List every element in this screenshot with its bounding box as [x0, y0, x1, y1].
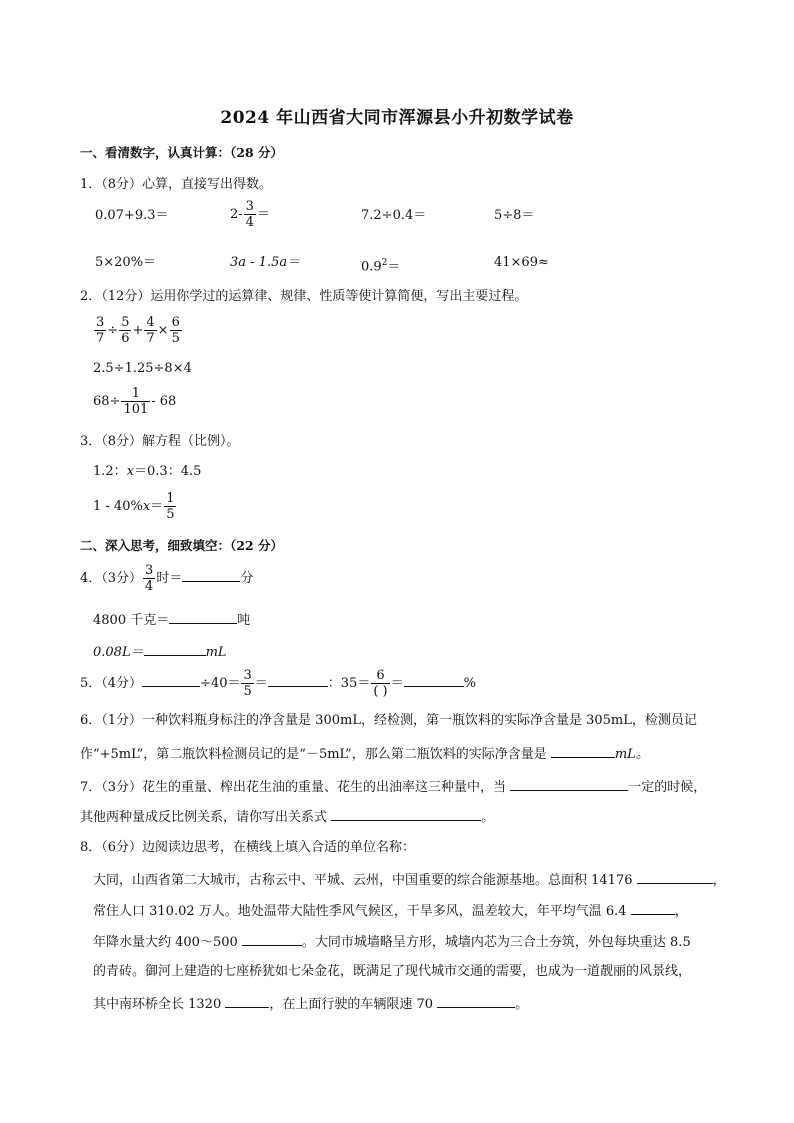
answer-blank[interactable] — [510, 776, 628, 791]
q1-item-h: 41×69≈ — [494, 255, 549, 270]
q3-equation-2: 1 - 40%x＝ $\frac{1}{5}$ — [93, 491, 175, 522]
q1-item-g: $0.9^2=$ — [361, 258, 401, 275]
q4-line-2: 4800 千克＝ 吨 — [93, 609, 250, 631]
q6-line-1: 6．（1分）一种饮料瓶身标注的净含量是 300mL，经检测，第一瓶饮料的实际净含量是 305mL，检测员记 — [80, 713, 697, 728]
answer-blank[interactable] — [331, 806, 481, 821]
q1-item-b: 2- $\frac{3}{4}$ ＝ — [230, 199, 270, 230]
q5-line: 5．（4分） ÷40＝ $\frac{3}{5}$ ＝ ：35＝ $\frac{6}{( )}$ ＝ % — [80, 668, 476, 699]
q3-equation-1: 1.2：x＝0.3：4.5 — [93, 464, 202, 479]
q1-item-d: 5÷8＝ — [494, 208, 535, 223]
q1-item-e: 5×20%＝ — [95, 255, 157, 270]
q8-line-4: 的青砖。御河上建造的七座桥犹如七朵金花，既满足了现代城市交通的需要，也成为一道靓丽的风景线， — [93, 964, 692, 979]
exam-title: 2024 年山西省大同市浑源县小升初数学试卷 — [220, 108, 574, 128]
fraction: $\frac{3}{4}$ — [245, 199, 254, 230]
q1-item-a: 0.07+9.3＝ — [95, 208, 169, 223]
answer-blank[interactable] — [225, 993, 269, 1008]
answer-blank[interactable] — [437, 993, 515, 1008]
q8-line-2: 常住人口 310.02 万人。地处温带大陆性季风气候区，干旱多风，温差较大，年平均气温 6.4 ， — [93, 900, 688, 922]
answer-blank[interactable] — [637, 869, 713, 884]
q8-stem: 8．（6分）边阅读边思考，在横线上填入合适的单位名称： — [80, 840, 416, 855]
q1-item-c: 7.2÷0.4＝ — [361, 208, 427, 223]
answer-blank[interactable] — [404, 672, 464, 687]
q8-line-3: 年降水量大约 400～500 。大同市城墙略呈方形，城墙内芯为三合土夯筑，外包每块重达 8.5 — [93, 931, 691, 953]
answer-blank[interactable] — [169, 609, 237, 624]
q6-line-2: 作“+5mL”，第二瓶饮料检测员记的是“－5mL”，那么第二瓶饮料的实际净含量是 mL。 — [80, 743, 649, 765]
q1-stem: 1．（8分）心算，直接写出得数。 — [80, 177, 273, 192]
answer-blank[interactable] — [182, 567, 240, 582]
q7-line-1: 7．（3分）花生的重量、榨出花生油的重量、花生的出油率这三种量中，当 一定的时候， — [80, 776, 706, 798]
answer-blank[interactable] — [631, 900, 675, 915]
q2-expression-3: 68÷ $\frac{1}{101}$ - 68 — [93, 386, 177, 417]
answer-blank[interactable] — [142, 672, 200, 687]
q4-line-3: 0.08L＝ mL — [93, 641, 227, 663]
answer-blank[interactable] — [551, 743, 615, 758]
section-1-heading: 一、看清数字，认真计算：（28 分） — [80, 145, 283, 160]
q1-item-f: 3a - 1.5a＝ — [230, 255, 301, 270]
q2-expression-2: 2.5÷1.25÷8×4 — [93, 361, 192, 376]
q8-line-5: 其中南环桥全长 1320 ，在上面行驶的车辆限速 70 。 — [93, 993, 528, 1015]
answer-blank[interactable] — [242, 931, 302, 946]
q8-line-1: 大同，山西省第二大城市，古称云中、平城、云州，中国重要的综合能源基地。总面积 14176 ， — [93, 869, 726, 891]
q4-line-1: 4．（3分） $\frac{3}{4}$ 时＝ 分 — [80, 563, 254, 594]
q3-stem: 3．（8分）解方程（比例）。 — [80, 434, 240, 449]
q2-expression-1: $\frac{3}{7}$ ÷ $\frac{5}{6}$ + $\frac{4}{7}$ × $\frac{6}{5}$ — [96, 315, 180, 346]
answer-blank[interactable] — [144, 641, 206, 656]
q2-stem: 2．（12分）运用你学过的运算律、规律、性质等使计算简便，写出主要过程。 — [80, 289, 528, 304]
q7-line-2: 其他两种量成反比例关系，请你写出关系式 。 — [80, 806, 494, 828]
section-2-heading: 二、深入思考，细致填空：（22 分） — [80, 538, 283, 553]
answer-blank[interactable] — [268, 672, 328, 687]
